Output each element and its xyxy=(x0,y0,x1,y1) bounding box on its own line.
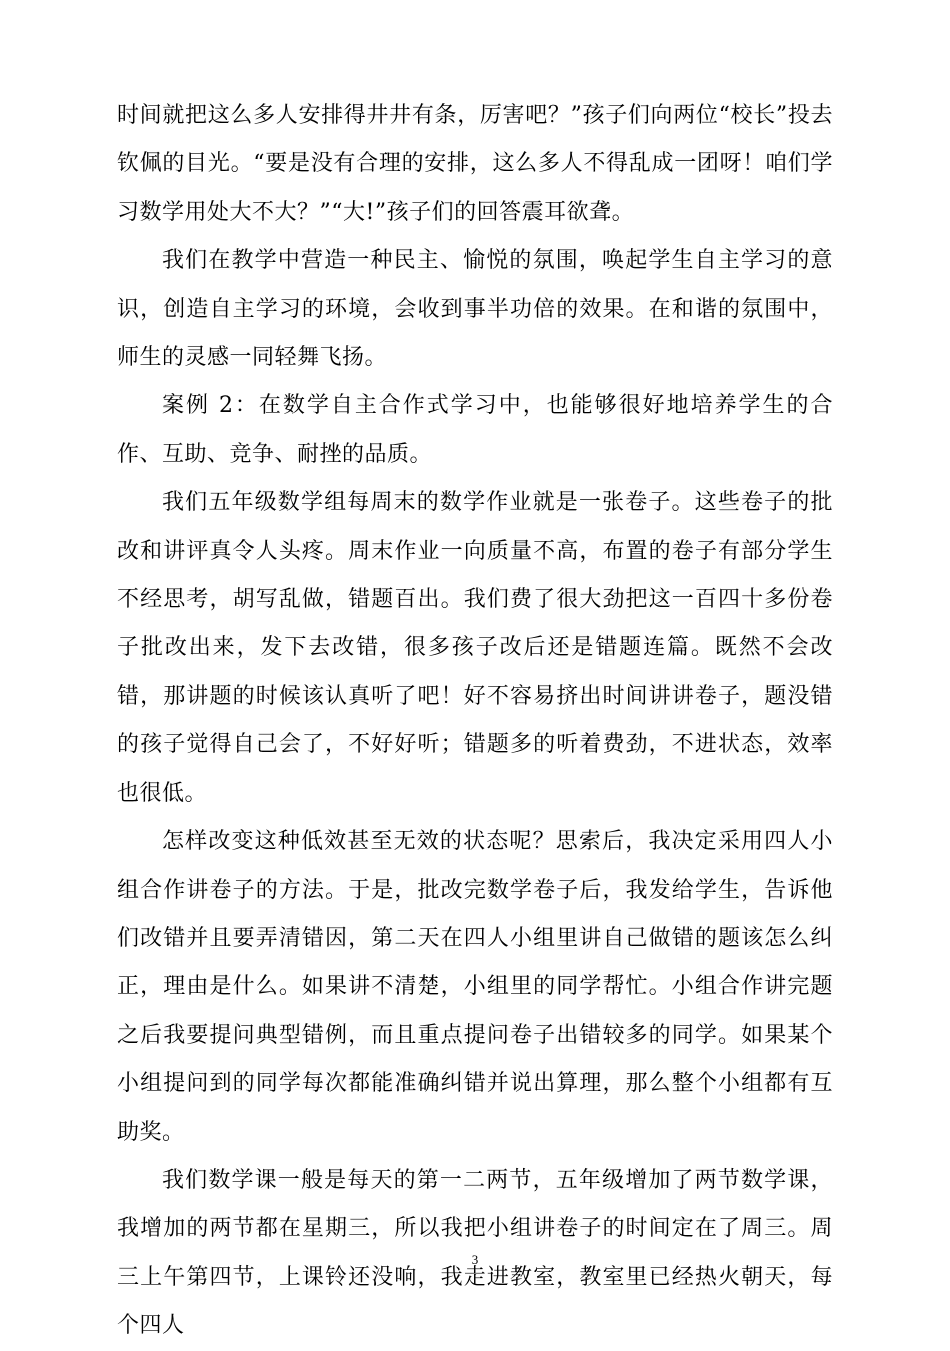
paragraph-case-2: 案例 2：在数学自主合作式学习中，也能够很好地培养学生的合作、互助、竞争、耐挫的品质。 xyxy=(117,393,833,467)
body-text xyxy=(117,92,833,1351)
paragraph-wednesday-class: 我们数学课一般是每天的第一二两节，五年级增加了两节数学课，我增加的两节都在星期三，所以我把小组讲卷子的时间定在了周三。周三上午第四节，上课铃还没响，我走进教室，教室里已经热火朝天，每个四人 xyxy=(117,1167,833,1339)
paragraph-group-method: 怎样改变这种低效甚至无效的状态呢？思索后，我决定采用四人小组合作讲卷子的方法。于是，批改完数学卷子后，我发给学生，告诉他们改错并且要弄清错因，第二天在四人小组里讲自己做错的题该怎么纠正，理由是什么。如果讲不清楚，小组里的同学帮忙。小组合作讲完题之后我要提问典型错例，而且重点提问卷子出错较多的同学。如果某个小组提问到的同学每次都能准确纠错并说出算理，那么整个小组都有互助奖。 xyxy=(117,829,833,1145)
paragraph-continuation: 时间就把这么多人安排得井井有条，厉害吧？”孩子们向两位“校长”投去钦佩的目光。“要是没有合理的安排，这么多人不得乱成一团呀！咱们学习数学用处大不大？”“大!”孩子们的回答震耳欲聋。 xyxy=(117,103,833,225)
paragraph-democratic-atmosphere: 我们在教学中营造一种民主、愉悦的氛围，唤起学生自主学习的意识，创造自主学习的环境，会收到事半功倍的效果。在和谐的氛围中，师生的灵感一同轻舞飞扬。 xyxy=(117,248,833,371)
paragraph-weekend-homework: 我们五年级数学组每周末的数学作业就是一张卷子。这些卷子的批改和讲评真令人头疼。周末作业一向质量不高，布置的卷子有部分学生不经思考，胡写乱做，错题百出。我们费了很大劲把这一百四十多份卷子批改出来，发下去改错，很多孩子改后还是错题连篇。既然不会改错，那讲题的时候该认真听了吧！好不容易挤出时间讲讲卷子，题没错的孩子觉得自己会了，不好好听；错题多的听着费劲，不进状态，效率也很低。 xyxy=(117,490,833,806)
page-number: 3 xyxy=(471,1252,479,1267)
